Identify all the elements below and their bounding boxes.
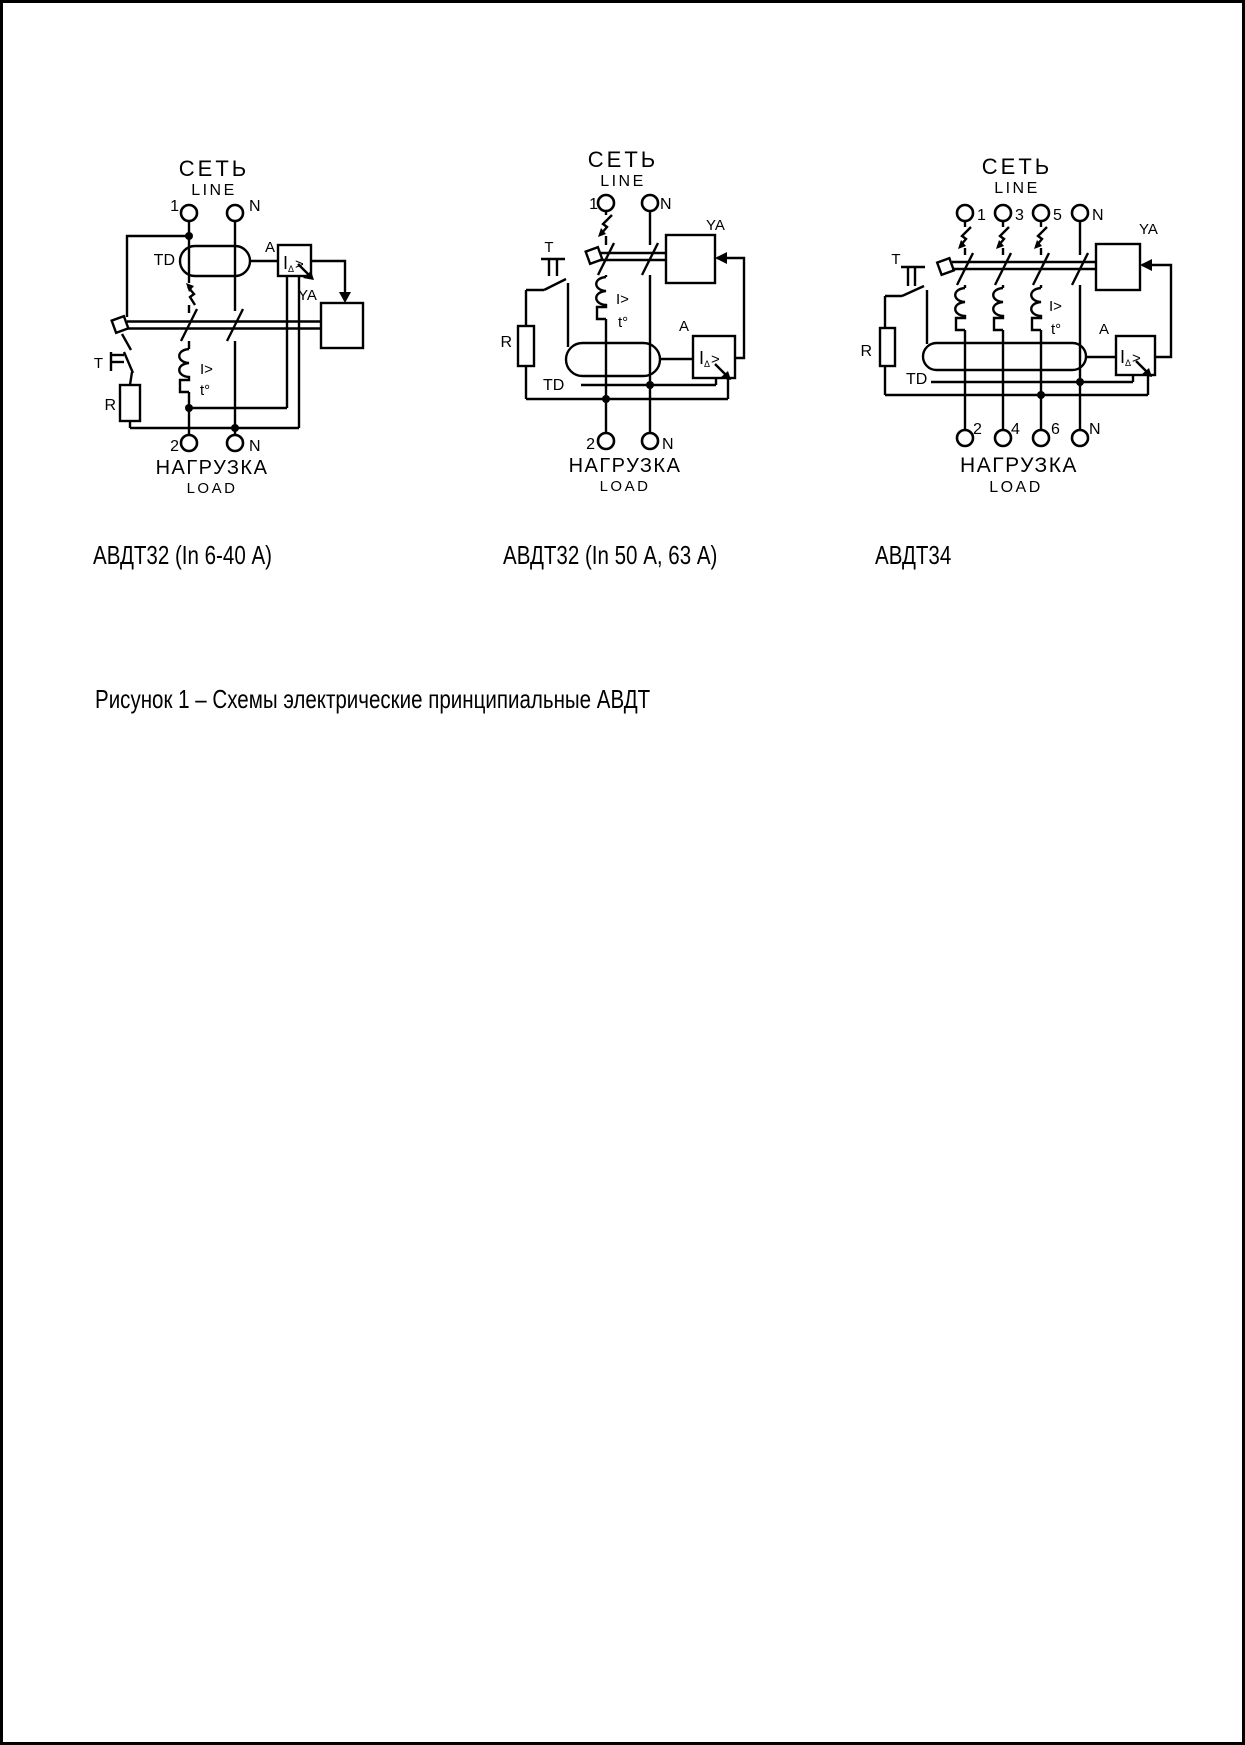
terminal-label: 5 <box>1053 207 1062 224</box>
load-label-ru: НАГРУЗКА <box>155 457 269 479</box>
resistor <box>120 385 140 421</box>
terminal-circle <box>995 430 1011 446</box>
terminal-label: 2 <box>973 421 982 438</box>
thermal-label: t° <box>1051 321 1062 338</box>
toroid-label: TD <box>906 371 928 388</box>
terminal-circle <box>598 195 614 211</box>
thermal-magnetic-releases <box>955 288 1041 330</box>
resistor <box>880 328 895 366</box>
resistor <box>518 326 534 366</box>
model-label-text: АВДТ34 <box>875 540 952 570</box>
relay-label: A <box>265 239 276 256</box>
relay-to-solenoid-wire <box>715 252 744 358</box>
differential-relay-box <box>693 336 735 380</box>
test-contact-blade <box>122 334 131 350</box>
solenoid-label: YA <box>1139 221 1158 238</box>
terminal-circle <box>995 205 1011 221</box>
toroid-label: TD <box>153 252 175 269</box>
relay-label: A <box>679 318 690 335</box>
mechanism-bar <box>937 258 1096 275</box>
net-label-ru: СЕТЬ <box>178 156 250 181</box>
test-button <box>885 267 925 296</box>
solenoid-label: YA <box>298 287 317 304</box>
diagram-avdt34 <box>853 143 1183 503</box>
load-label-ru: НАГРУЗКА <box>568 455 682 477</box>
relay-symbol: IΔ> <box>699 348 720 369</box>
terminal-circle <box>598 433 614 449</box>
solenoid-ya-box <box>666 235 715 283</box>
line-label-en: LINE <box>600 173 646 190</box>
resistor-label: R <box>860 343 872 360</box>
model-label-avdt32-50-63 <box>503 540 774 571</box>
load-label-en: LOAD <box>599 478 651 495</box>
thermal-label: t° <box>618 314 629 331</box>
thermal-magnetic-release <box>179 349 189 392</box>
overcurrent-label: I> <box>1049 298 1062 315</box>
lightning-arrow-icon <box>598 215 612 237</box>
terminal-circle <box>1033 205 1049 221</box>
model-label-avdt32-6-40 <box>93 540 320 571</box>
pole-contact-blade <box>181 309 197 341</box>
terminal-label: N <box>662 436 674 453</box>
net-label-ru: СЕТЬ <box>981 154 1053 179</box>
resistor-label: R <box>104 397 116 414</box>
bar-handle-square <box>586 247 603 264</box>
test-button <box>111 352 133 373</box>
neutral-contact-blade <box>227 309 243 341</box>
terminal-circle <box>181 435 197 451</box>
toroid-td <box>180 246 250 276</box>
figure-caption-text: Рисунок 1 – Схемы электрические принципиальные АВДТ <box>95 684 651 714</box>
terminal-label: 4 <box>1011 421 1020 438</box>
test-button-label: T <box>891 251 901 268</box>
terminal-label: 2 <box>170 438 179 455</box>
diagram-avdt32-50-63 <box>483 143 763 503</box>
figure-caption <box>95 684 798 715</box>
terminal-label: N <box>1089 421 1101 438</box>
resistor-label: R <box>500 334 512 351</box>
differential-relay-box <box>1116 336 1155 377</box>
terminal-circle <box>957 205 973 221</box>
model-label-avdt34 <box>875 540 972 571</box>
terminal-circle <box>957 430 973 446</box>
test-button-label: T <box>93 355 103 372</box>
load-label-en: LOAD <box>989 479 1043 496</box>
terminal-label: 1 <box>977 207 986 224</box>
solenoid-ya-box <box>321 303 363 348</box>
terminal-label: N <box>249 438 261 455</box>
relay-symbol: IΔ> <box>1120 347 1141 368</box>
line-label-en: LINE <box>994 180 1040 197</box>
terminals <box>957 205 1088 446</box>
terminal-circle <box>1033 430 1049 446</box>
load-label-en: LOAD <box>186 480 238 497</box>
terminal-label: 3 <box>1015 207 1024 224</box>
terminal-label: 6 <box>1051 421 1060 438</box>
model-label-text: АВДТ32 (In 50 А, 63 А) <box>503 540 718 570</box>
terminal-circle <box>227 205 243 221</box>
terminal-label: N <box>660 196 672 213</box>
thermal-label: t° <box>200 382 211 399</box>
bar-handle-square <box>937 258 954 275</box>
lightning-arrow-icon <box>186 283 195 305</box>
diagram-avdt32-6-40 <box>73 143 383 503</box>
overcurrent-label: I> <box>616 291 629 308</box>
test-button-label: T <box>544 239 554 256</box>
relay-symbol: IΔ> <box>283 253 304 274</box>
terminal-circle <box>181 205 197 221</box>
line-label-en: LINE <box>191 182 237 199</box>
thermal-magnetic-release <box>596 277 606 319</box>
toroid-label: TD <box>543 377 565 394</box>
terminal-circle <box>227 435 243 451</box>
solenoid-label: YA <box>706 217 725 234</box>
relay-label: A <box>1099 321 1110 338</box>
bar-handle-square <box>112 316 129 333</box>
toroid-td <box>923 343 1086 370</box>
net-label-ru: СЕТЬ <box>587 147 659 172</box>
terminal-label: 1 <box>170 198 179 215</box>
terminal-circle <box>642 195 658 211</box>
toroid-td <box>566 343 660 376</box>
relay-to-solenoid-wire <box>311 261 351 303</box>
test-branch-wire <box>127 236 189 317</box>
terminal-circle <box>1072 430 1088 446</box>
terminal-circle <box>1072 205 1088 221</box>
load-label-ru: НАГРУЗКА <box>960 454 1078 477</box>
terminal-circle <box>642 433 658 449</box>
terminal-label: 2 <box>586 436 595 453</box>
differential-relay-box <box>278 245 314 280</box>
terminal-label: N <box>249 198 261 215</box>
overcurrent-label: I> <box>200 361 213 378</box>
lightning-arrow-icon <box>958 227 1047 249</box>
model-label-text: АВДТ32 (In 6-40 А) <box>93 540 272 570</box>
mechanism-bar <box>112 316 321 333</box>
terminal-label: 1 <box>589 196 598 213</box>
test-button <box>526 259 566 290</box>
solenoid-ya-box <box>1096 244 1140 290</box>
terminal-label: N <box>1092 207 1104 224</box>
